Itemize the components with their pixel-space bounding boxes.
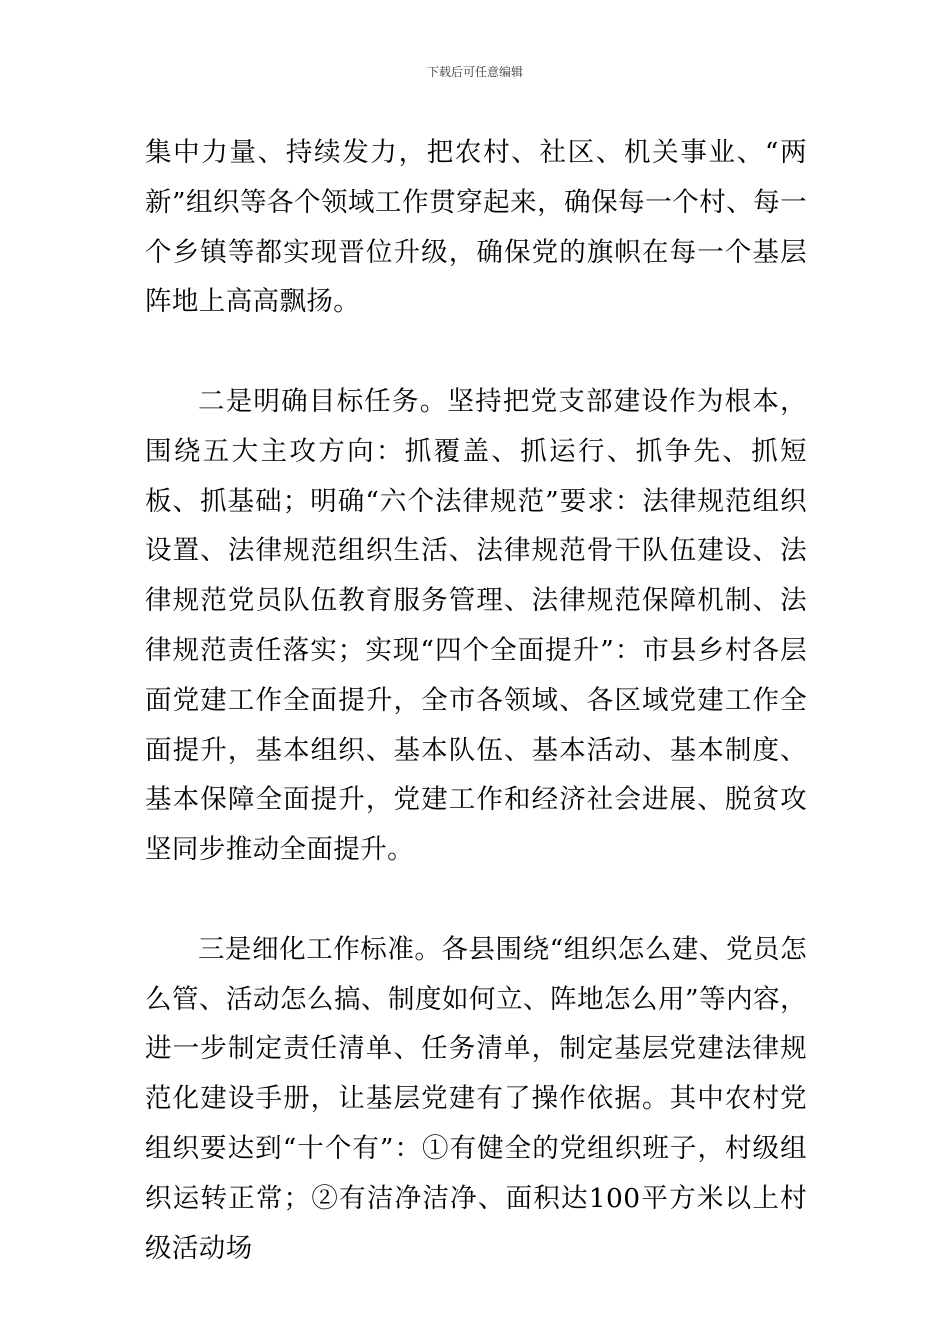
document-body bbox=[145, 128, 807, 1273]
paragraph-goals-tasks: 二是明确目标任务。坚持把党支部建设作为根本，围绕五大主攻方向：抓覆盖、抓运行、抓争先、抓短板、抓基础；明确“六个法律规范”要求：法律规范组织设置、法律规范组织生活、法律规范骨干队伍建设、法律规范党员队伍教育服务管理、法律规范保障机制、法律规范责任落实；实现“四个全面提升”：市县乡村各层面党建工作全面提升，全市各领域、各区域党建工作全面提升，基本组织、基本队伍、基本活动、基本制度、基本保障全面提升，党建工作和经济社会进展、脱贫攻坚同步推动全面提升。 bbox=[145, 385, 807, 866]
paragraph-continuation: 集中力量、持续发力，把农村、社区、机关事业、“两新”组织等各个领域工作贯穿起来，确保每一个村、每一个乡镇等都实现晋位升级，确保党的旗帜在每一个基层阵地上高高飘扬。 bbox=[145, 137, 807, 318]
paragraph-work-standards: 三是细化工作标准。各县围绕“组织怎么建、党员怎么管、活动怎么搞、制度如何立、阵地怎么用”等内容，进一步制定责任清单、任务清单，制定基层党建法律规范化建设手册，让基层党建有了操作依据。其中农村党组织要达到“十个有”：①有健全的党组织班子，村级组织运转正常；②有洁净洁净、面积达100平方米以上村级活动场 bbox=[145, 933, 807, 1264]
page-header: 下载后可任意编辑 bbox=[426, 65, 523, 79]
